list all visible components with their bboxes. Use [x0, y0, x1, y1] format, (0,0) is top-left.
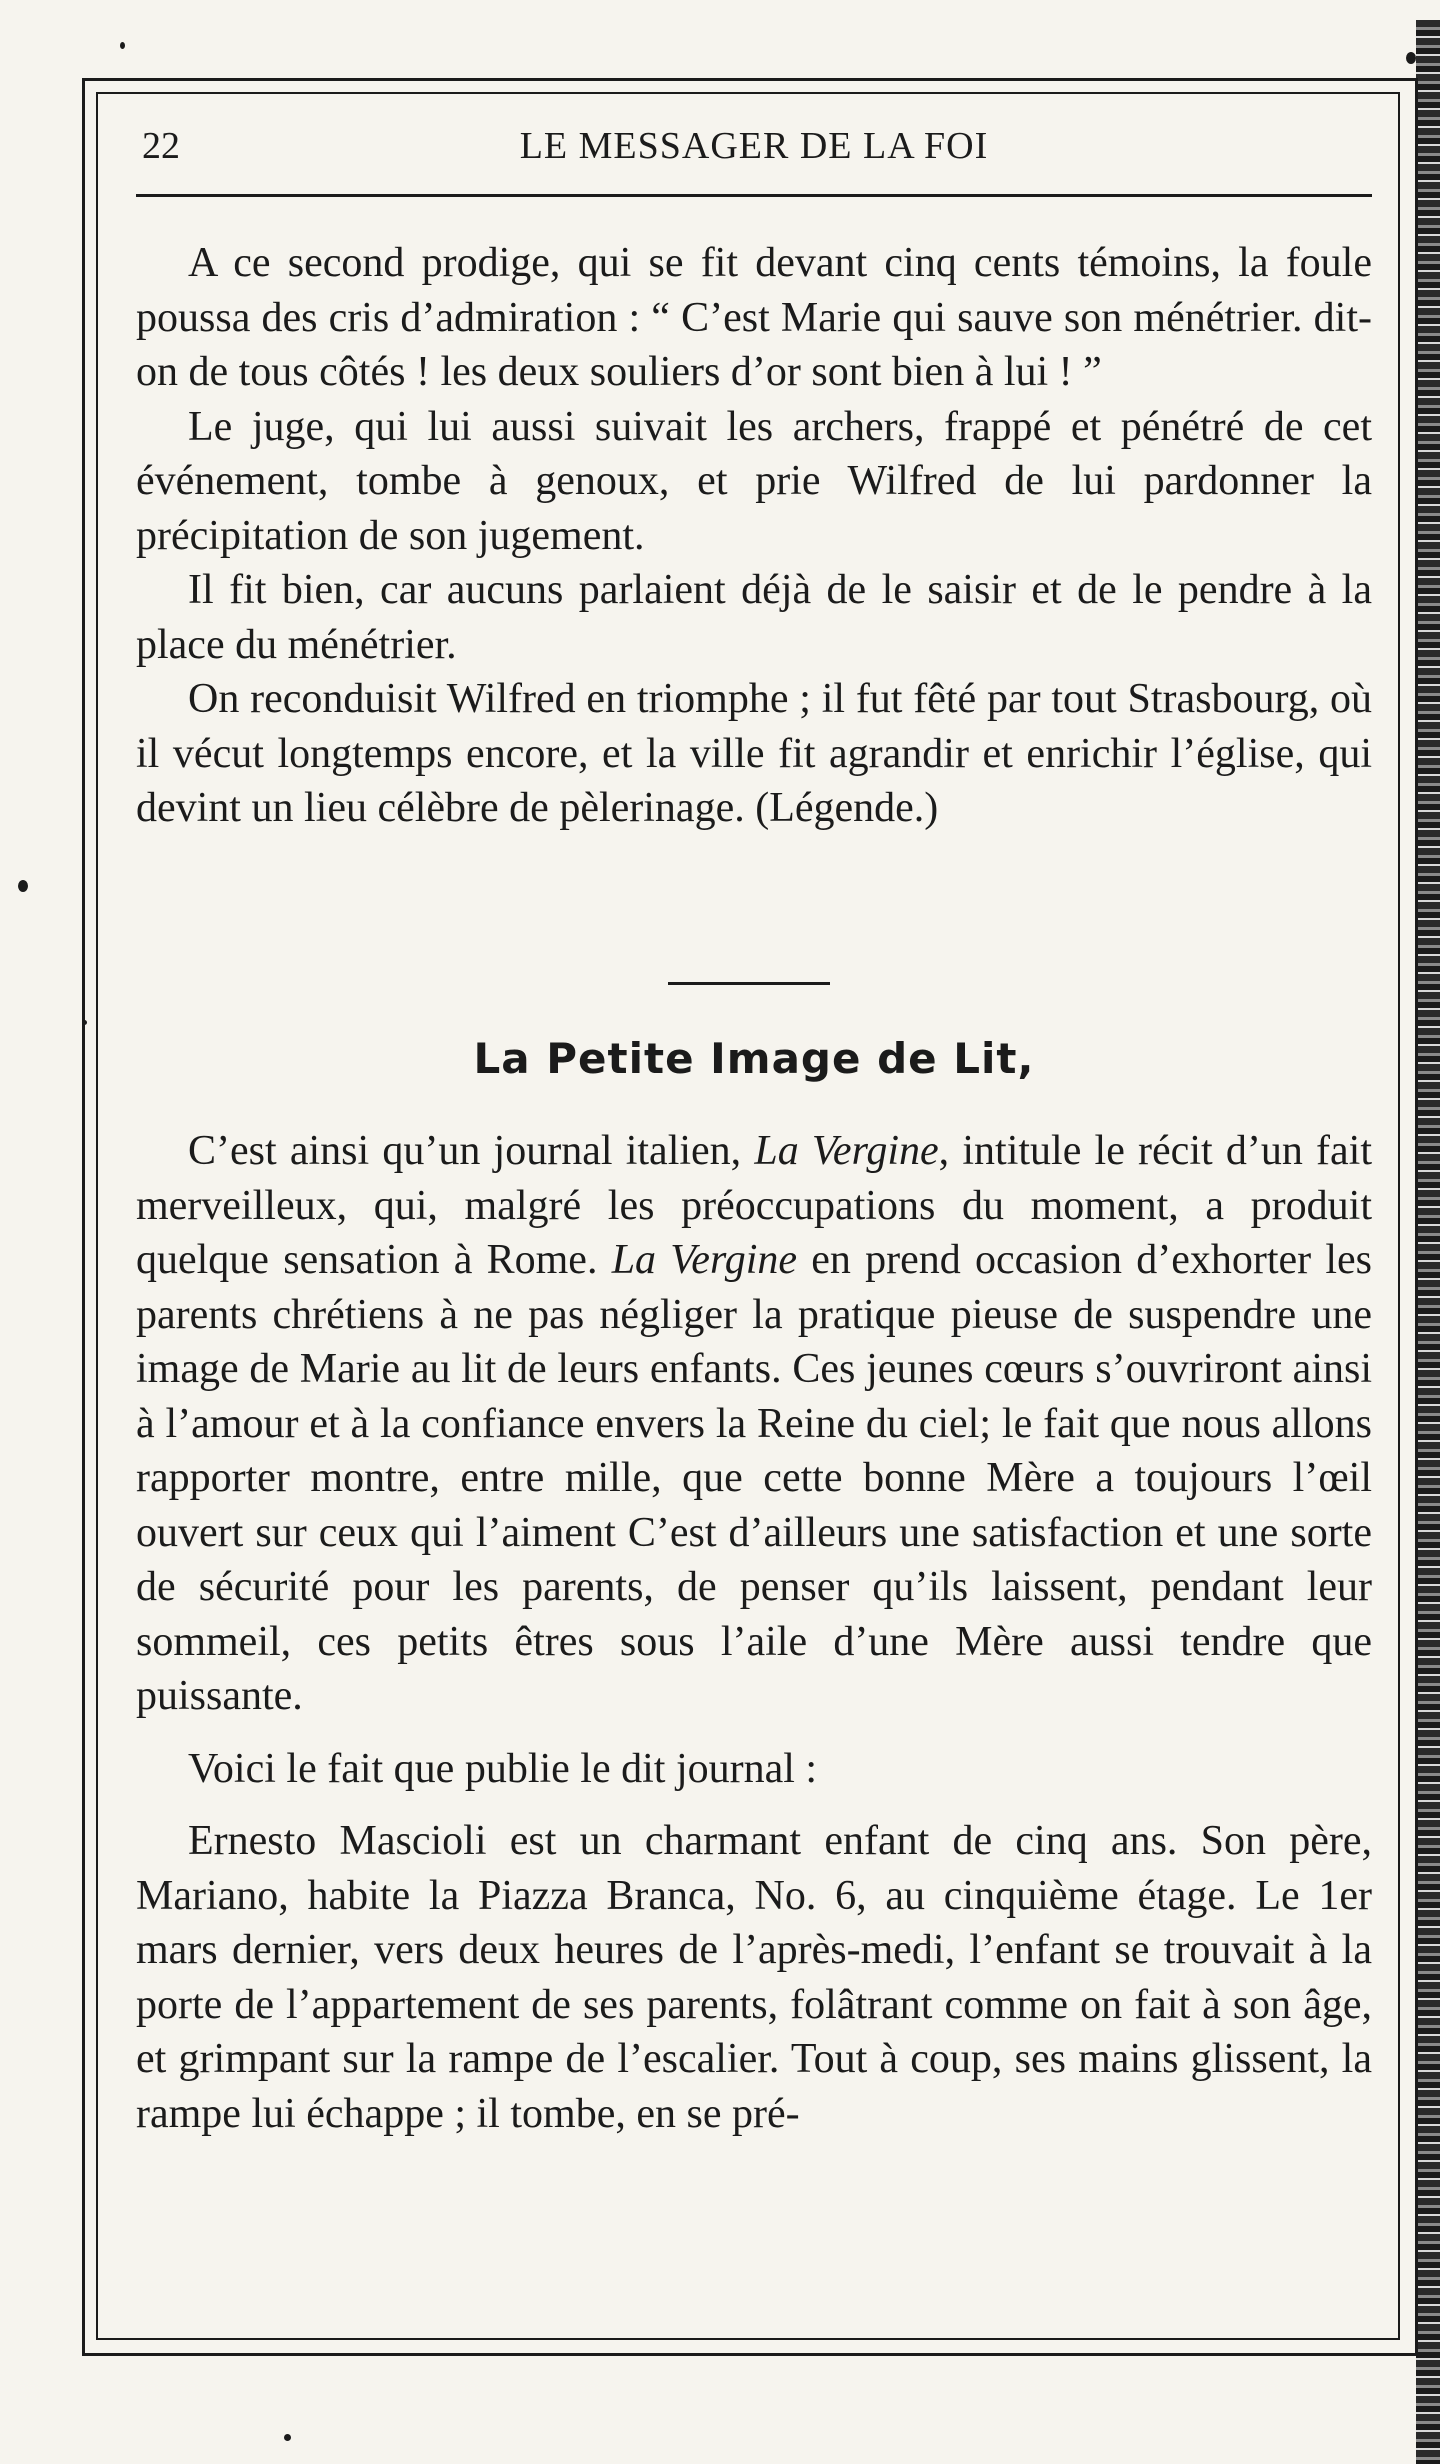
paragraph: Le juge, qui lui aussi suivait les archers, frappé et pénétré de cet événement, tombe à genoux, et prie Wilfred de lui pardonner la précipitation de son jugement. [136, 403, 1372, 559]
ink-speck [82, 1020, 87, 1025]
paragraph: Voici le fait que publie le dit journal : [188, 1745, 818, 1792]
section-title: La Petite Image de Lit, [473, 1034, 1035, 1083]
header-rule [136, 194, 1372, 197]
article-body [136, 1124, 1372, 2141]
page-edge [1416, 20, 1440, 2464]
legend-ending [136, 236, 1372, 836]
section-divider [668, 982, 830, 985]
ink-speck [1406, 52, 1416, 64]
paragraph [136, 1124, 1372, 1724]
paragraph: On reconduisit Wilfred en triomphe ; il fut fêté par tout Strasbourg, où il vécut longtemps encore, et la ville fit agrandir et enrichir l’église, qui devint un lieu célèbre de pèlerinage. (Légende.) [136, 676, 1372, 831]
paragraph: Ernesto Mascioli est un charmant enfant de cinq ans. Son père, Mariano, habite la Piazza Branca, No. 6, au cinquième étage. Le 1er mars dernier, vers deux heures de l’après-medi, l’enfant se trouvait à la porte de l’appartement de ses parents, folâtrant comme on fait à son âge, et grimpant sur la rampe de l’escalier. Tout à coup, ses mains glissent, la rampe lui échappe ; il tombe, en se pré- [136, 1818, 1372, 2137]
journal-name: La Vergine [754, 1128, 939, 1174]
text-run: , intitule le récit d’un fait merveilleux, qui, malgré les préoccupations du moment, a produit quelque sensation à Rome. [136, 1128, 1373, 1283]
text-run: C’est ainsi qu’un journal italien, [188, 1128, 742, 1174]
journal-name: La Vergine [611, 1237, 798, 1283]
ink-speck [284, 2434, 291, 2441]
page-number: 22 [142, 125, 180, 167]
page [136, 112, 1373, 2137]
ink-speck [120, 42, 125, 49]
paragraph: A ce second prodige, qui se fit devant cinq cents témoins, la foule poussa des cris d’admiration : “ C’est Marie qui sauve son ménétrier. dit-on de tous côtés ! les deux souliers d’or sont bien à lui ! ” [136, 240, 1372, 395]
ink-speck [18, 880, 28, 892]
running-title: LE MESSAGER DE LA FOI [519, 125, 989, 167]
text-run: en prend occasion d’exhorter les parents chrétiens à ne pas négliger la pratique pieuse de suspendre une image de Marie au lit de leurs enfants. Ces jeunes cœurs s’ouvriront ainsi à l’amour et à la confiance envers la Reine du ciel; le fait que nous allons rapporter montre, entre mille, que cette bonne Mère a toujours l’œil ouvert sur ceux qui l’aiment C’est d’ailleurs une satisfaction et une sorte de sécurité pour les parents, de penser qu’ils laissent, pendant leur sommeil, ces petits êtres sous l’aile d’une Mère aussi tendre que puissante. [136, 1237, 1373, 1719]
paragraph: Il fit bien, car aucuns parlaient déjà de le saisir et de le pendre à la place du ménétrier. [136, 567, 1372, 668]
running-header [136, 112, 1372, 180]
